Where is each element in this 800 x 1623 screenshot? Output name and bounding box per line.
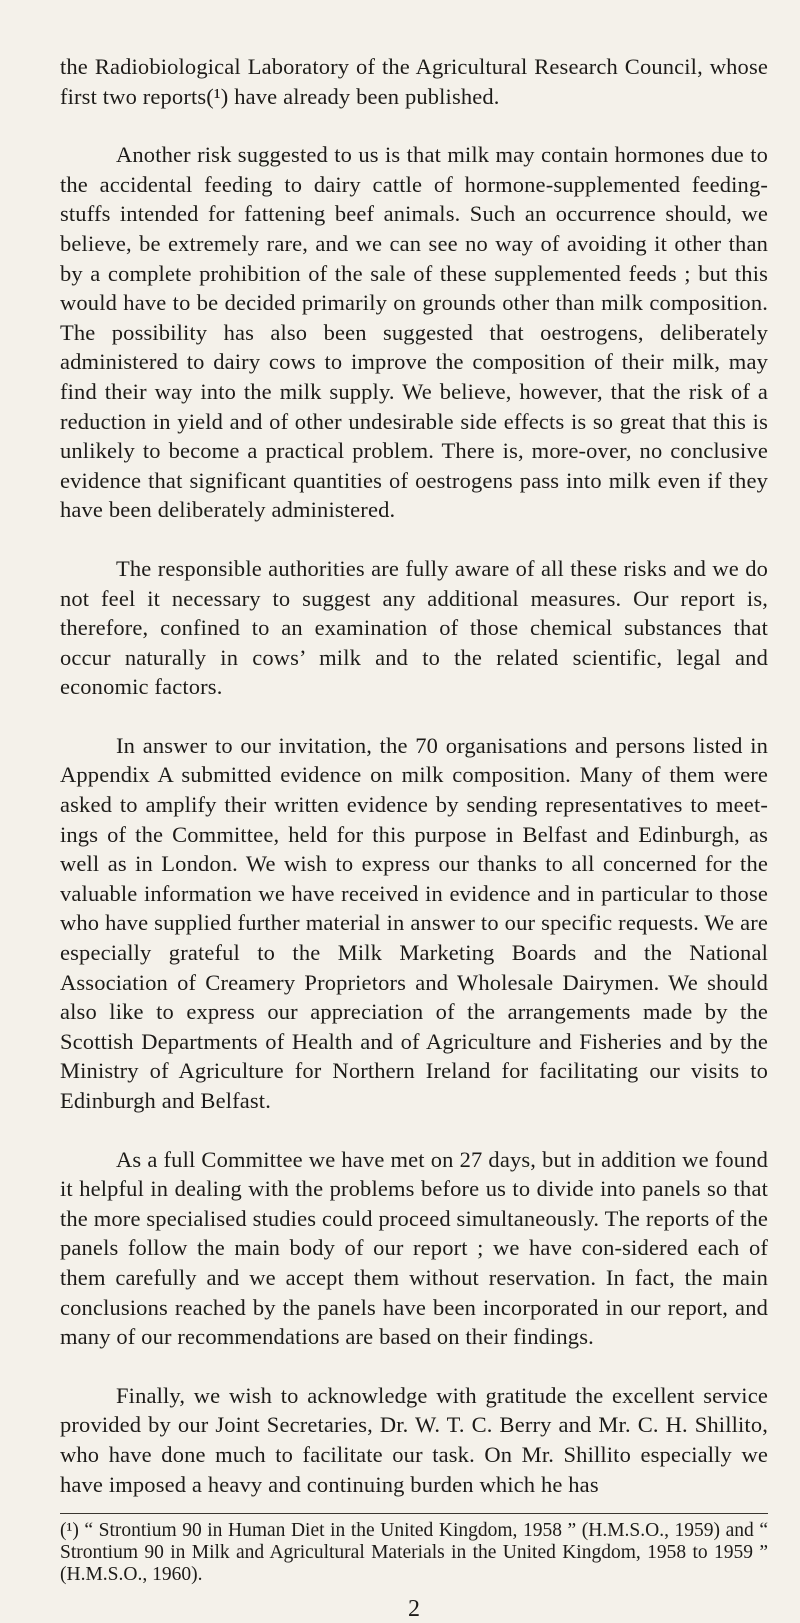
document-page [60, 52, 768, 1623]
paragraph-hormones-risk: Another risk suggested to us is that milk may contain hormones due to the accidental feeding to dairy cattle of hormone-supplemented feeding-stuffs intended for fattening beef animals. Such an occurrence should, we believe, be extremely rare, and we can see no way of avoiding it other than by a complete prohibition of the sale of these supplemented feeds ; but this would have to be decided primarily on grounds other than milk composition. The possibility has also been suggested that oestrogens, deliberately administered to dairy cows to improve the composition of their milk, may find their way into the milk supply. We believe, however, that the risk of a reduction in yield and of other undesirable side effects is so great that this is unlikely to become a practical problem. There is, more-over, no conclusive evidence that significant quantities of oestrogens pass into milk even if they have been deliberately administered. [60, 142, 768, 523]
paragraph-acknowledgements: Finally, we wish to acknowledge with gratitude the excellent service provided by our Joint Secretaries, Dr. W. T. C. Berry and Mr. C. H. Shillito, who have done much to facilitate our task. On Mr. Shillito especially we have imposed a heavy and continuing burden which he has [60, 1382, 768, 1497]
paragraph-committee-panels: As a full Committee we have met on 27 days, but in addition we found it helpful in dealing with the problems before us to divide into panels so that the more specialised studies could proceed simultaneously. The reports of the panels follow the main body of our report ; we have con-sidered each of them carefully and we accept them without reservation. In fact, the main conclusions reached by the panels have been incorporated in our report, and many of our recommendations are based on their findings. [60, 1146, 768, 1350]
paragraph-continuation: the Radiobiological Laboratory of the Agricultural Research Council, whose first two reports(¹) have already been published. [60, 54, 768, 109]
page-number: 2 [408, 1596, 420, 1623]
paragraph-responsible-authorities: The responsible authorities are fully aware of all these risks and we do not feel it necessary to suggest any additional measures. Our report is, therefore, confined to an examination of those chemical substances that occur naturally in cows’ milk and to the related scientific, legal and economic factors. [60, 555, 768, 700]
footnote: (¹) “ Strontium 90 in Human Diet in the United Kingdom, 1958 ” (H.M.S.O., 1959) and “ Strontium 90 in Milk and Agricultural Materials in the United Kingdom, 1958 to 1959 ” (H.M.S.O., 1960). [60, 1520, 768, 1586]
footnote-divider [60, 1513, 768, 1514]
paragraph-evidence-submitted: In answer to our invitation, the 70 organisations and persons listed in Appendix A submitted evidence on milk composition. Many of them were asked to amplify their written evidence by sending representatives to meet-ings of the Committee, held for this purpose in Belfast and Edinburgh, as well as in London. We wish to express our thanks to all concerned for the valuable information we have received in evidence and in particular to those who have supplied further material in answer to our specific requests. We are especially grateful to the Milk Marketing Boards and the National Association of Creamery Proprietors and Wholesale Dairymen. We should also like to express our appreciation of the arrangements made by the Scottish Departments of Health and of Agriculture and Fisheries and by the Ministry of Agriculture for Northern Ireland for facilitating our visits to Edinburgh and Belfast. [60, 732, 768, 1113]
